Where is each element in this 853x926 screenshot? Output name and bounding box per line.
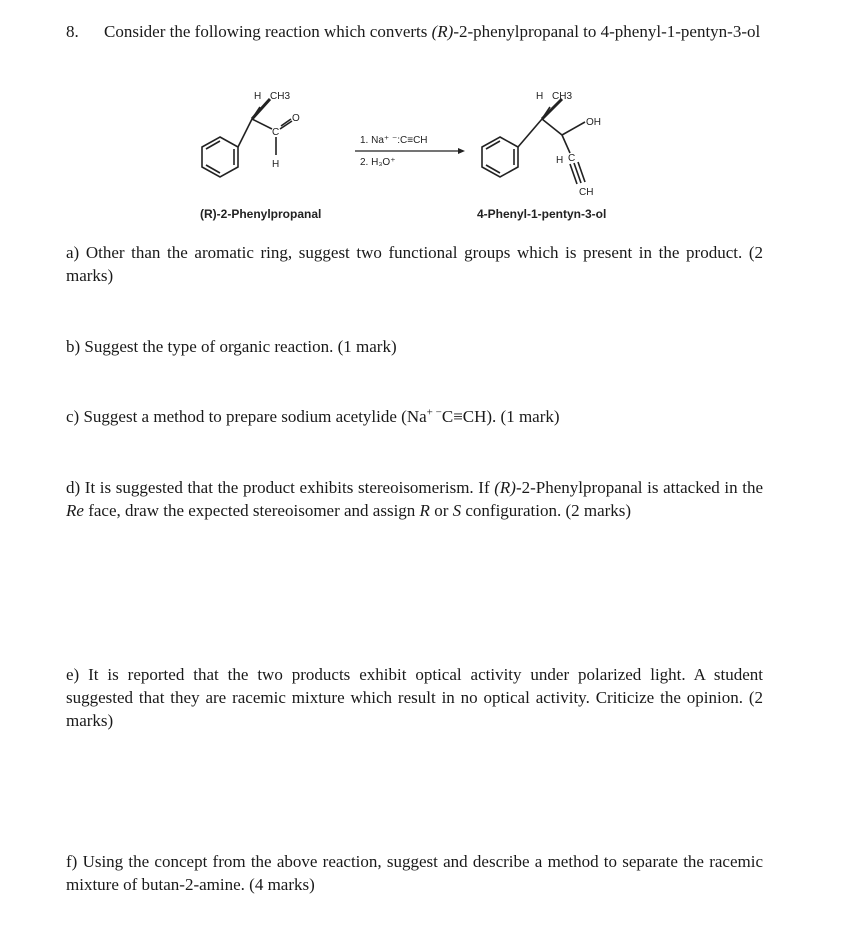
part-e: e) It is reported that the two products exhibit optical activity under polarized light. A student suggested that they are racemic mixture which result in no optical activity. Criticize the opinion. (2 marks) — [66, 665, 763, 730]
reactant-oxygen-label: O — [292, 113, 300, 124]
part-d-text-1: d) It is suggested that the product exhibits stereoisomerism. If — [66, 478, 495, 497]
part-d-r: R — [419, 501, 430, 520]
intro-config: (R) — [431, 22, 454, 41]
part-d-text-3: face, draw the expected stereoisomer and assign — [83, 501, 420, 520]
reactant-chain — [238, 99, 292, 155]
part-a: a) Other than the aromatic ring, suggest two functional groups which is present in the product. (2 marks) — [66, 243, 763, 285]
product-benzene-ring — [482, 137, 518, 177]
part-b: b) Suggest the type of organic reaction. (1 mark) — [66, 337, 397, 356]
part-d-text-4: configuration. (2 marks) — [461, 501, 632, 520]
reagent-step-1: 1. Na⁺ ⁻:C≡CH — [360, 135, 428, 146]
part-d-s: S — [452, 501, 462, 520]
part-d-face: Re — [66, 501, 84, 520]
product-terminal-ch-label: CH — [579, 187, 594, 198]
product-h-label: H — [536, 91, 544, 102]
product-oh-label: OH — [586, 117, 601, 128]
part-d-config: (R) — [494, 478, 516, 497]
product-caption: 4-Phenyl-1-pentyn-3-ol — [477, 207, 607, 221]
part-c — [66, 405, 763, 428]
reactant-h-label: H — [254, 91, 262, 102]
question-intro — [66, 20, 763, 43]
question-number: 8. — [66, 22, 79, 41]
reactant-ch3-label: CH3 — [270, 91, 291, 102]
part-d-text-2: -2-Phenylpropanal is attacked in the — [515, 478, 763, 497]
part-d — [66, 476, 763, 522]
part-c-charges: + − — [426, 406, 442, 419]
intro-text-suffix: -2-phenylpropanal to 4-phenyl-1-pentyn-3-ol — [453, 22, 761, 41]
reaction-arrow-head — [458, 148, 465, 154]
part-f: f) Using the concept from the above reaction, suggest and describe a method to separate the racemic mixture of butan-2-amine. (4 marks) — [66, 852, 763, 894]
product-h-label-2: H — [556, 155, 564, 166]
part-c-prefix: c) Suggest a method to prepare sodium acetylide (Na — [66, 407, 427, 426]
product-chain — [518, 99, 585, 184]
reactant-caption: (R)-2-Phenylpropanal — [200, 207, 322, 221]
intro-text-prefix: Consider the following reaction which converts — [104, 22, 432, 41]
reactant-aldehyde-h-label: H — [272, 159, 280, 170]
part-c-suffix: C≡CH). (1 mark) — [441, 407, 560, 426]
reagent-step-2: 2. H₃O⁺ — [360, 157, 396, 168]
reactant-benzene-ring — [202, 137, 238, 177]
part-d-or: or — [429, 501, 453, 520]
reactant-carbonyl-c-label: C — [272, 127, 280, 138]
product-alkyne-c-label: C — [568, 153, 576, 164]
product-ch3-label: CH3 — [552, 91, 573, 102]
